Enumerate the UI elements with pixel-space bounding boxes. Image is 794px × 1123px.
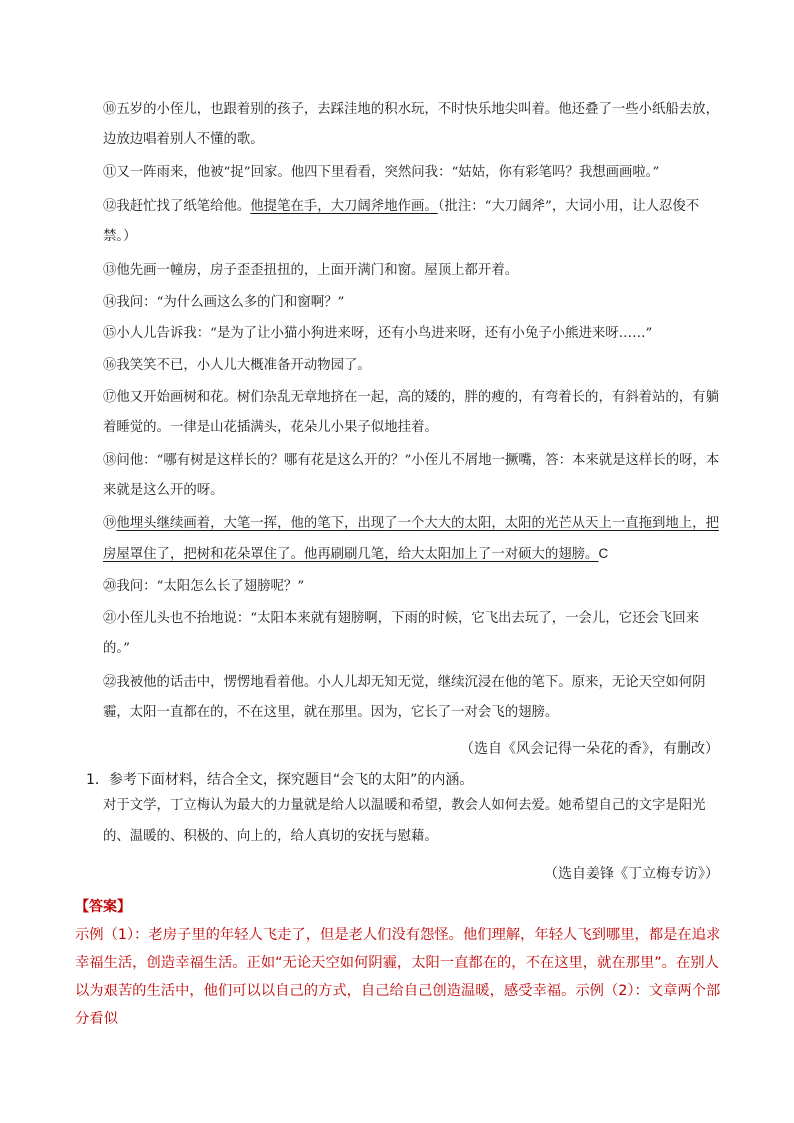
material-source: （选自姜锋《丁立梅专访》） xyxy=(544,866,719,882)
paragraph-text: 小侄儿头也不抬地说：“太阳本来就有翅膀啊，下雨的时候，它飞出去玩了，一会儿，它还会飞回来的。” xyxy=(103,611,700,656)
paragraph-text: 我被他的话击中，愣愣地看着他。小人儿却无知无觉，继续沉浸在他的笔下。原来，无论天空如何阴霾，太阳一直都在的，不在这里，就在那里。因为，它长了一对会飞的翅膀。 xyxy=(103,675,706,720)
paragraph-number: ㉑ xyxy=(103,611,117,626)
underlined-sentence: 他提笔在手，大刀阔斧地作画。 xyxy=(250,199,438,214)
paragraph-number: ⑰ xyxy=(103,390,117,405)
material-text: 对于文学，丁立梅认为最大的力量就是给人以温暖和希望，教会人如何去爱。她希望自己的文字是阳光的、温暖的、积极的、向上的，给人真切的安抚与慰藉。 xyxy=(103,798,706,844)
annotation: （批注：“大刀阔斧”，大词小用，让人忍俊不禁。） xyxy=(103,199,700,244)
paragraph-number: ⑬ xyxy=(103,263,117,278)
paragraph-number: ⑯ xyxy=(103,358,117,373)
source-citation: （选自《风会记得一朵花的香》，有删改） xyxy=(460,741,719,757)
paragraph-number: ⑩ xyxy=(103,102,117,117)
paragraph-number: ⑱ xyxy=(103,453,117,468)
paragraph-17 xyxy=(103,383,723,443)
paragraph-text: 他先画一幢房，房子歪歪扭扭的，上面开满门和窗。屋顶上都开着。 xyxy=(116,263,519,278)
paragraph-text: 问他：“哪有树是这样长的？哪有花是这么开的？”小侄儿不屑地一撅嘴，答：本来就是这样长的呀，本来就是这么开的呀。 xyxy=(103,453,720,498)
paragraph-number: ㉒ xyxy=(103,675,117,690)
paragraph-number: ⑭ xyxy=(103,295,117,310)
paragraph-text: 我问：“为什么画这么多的门和窗啊？” xyxy=(116,295,345,310)
paragraph-11 xyxy=(103,158,723,188)
paragraph-number: ⑪ xyxy=(103,165,117,180)
paragraph-19 xyxy=(103,509,723,570)
paragraph-13 xyxy=(103,256,723,286)
paragraph-number: ⑫ xyxy=(103,199,117,214)
question-title: 1．参考下面材料，结合全文，探究题目“会飞的太阳”的内涵。 xyxy=(86,772,474,788)
paragraph-tail: C xyxy=(598,546,609,561)
paragraph-text: 我笑笑不已，小人儿大概准备开动物园了。 xyxy=(116,358,371,373)
paragraph-text: 小人儿告诉我：“是为了让小猫小狗进来呀，还有小鸟进来呀，还有小兔子小熊进来呀……” xyxy=(116,326,653,341)
reference-material xyxy=(103,790,723,852)
paragraph-text: 我赶忙找了纸笔给他。 xyxy=(116,199,251,214)
paragraph-text: 我问：“太阳怎么长了翅膀呢？” xyxy=(116,579,305,594)
answer-label: 【答案】 xyxy=(75,899,131,915)
paragraph-number: ⑲ xyxy=(103,516,117,531)
paragraph-21 xyxy=(103,604,723,664)
paragraph-12 xyxy=(103,192,723,252)
answer-text: 示例（1）：老房子里的年轻人飞走了，但是老人们没有怨怪。他们理解，年轻人飞到哪里，都是在追求幸福生活，创造幸福生活。正如“无论天空如何阴霾，太阳一直都在的，不在这里，就在那里”。在别人以为艰苦的生活中，他们可以以自己的方式，自己给自己创造温暖，感受幸福。示例（2）：文章两个部分看似 xyxy=(75,927,721,1027)
paragraph-20 xyxy=(103,572,723,602)
paragraph-10 xyxy=(103,95,723,155)
paragraph-14 xyxy=(103,288,723,318)
paragraph-text: 他又开始画树和花。树们杂乱无章地挤在一起，高的矮的，胖的瘦的，有弯着长的，有斜着站的，有躺着睡觉的。一律是山花插满头，花朵儿小果子似地挂着。 xyxy=(103,390,719,435)
paragraph-text: 五岁的小侄儿，也跟着别的孩子，去踩洼地的积水玩，不时快乐地尖叫着。他还叠了一些小纸船去放，边放边唱着别人不懂的歌。 xyxy=(103,102,719,147)
underlined-sentence: 他埋头继续画着，大笔一挥，他的笔下，出现了一个大大的太阳，太阳的光芒从天上一直拖到地上，把房屋罩住了，把树和花朵罩住了。他再刷刷几笔，给大太阳加上了一对硕大的翅膀。 xyxy=(103,516,719,562)
paragraph-18 xyxy=(103,446,723,506)
paragraph-15 xyxy=(103,319,723,349)
paragraph-16 xyxy=(103,351,723,381)
paragraph-number: ⑳ xyxy=(103,579,117,594)
paragraph-text: 又一阵雨来，他被“捉”回家。他四下里看看，突然问我：“姑姑，你有彩笔吗？我想画画啦。” xyxy=(116,165,660,180)
paragraph-number: ⑮ xyxy=(103,326,117,341)
paragraph-22 xyxy=(103,668,723,728)
